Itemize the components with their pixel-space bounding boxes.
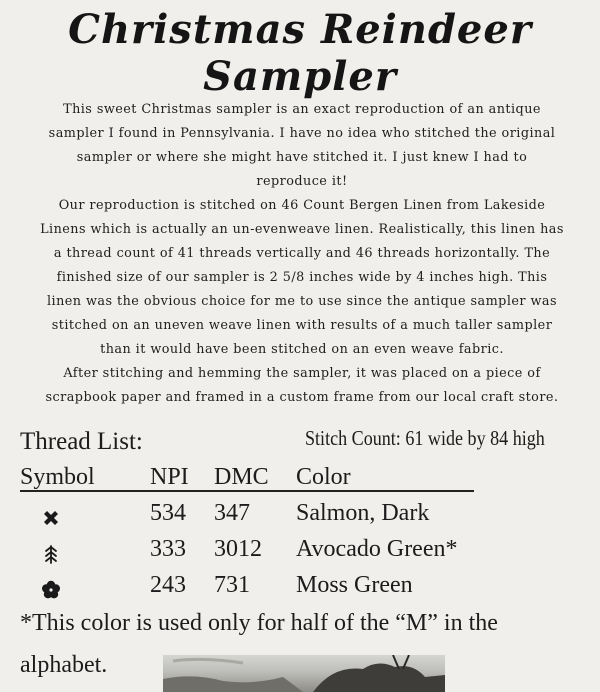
thread-row — [0, 536, 600, 570]
header-symbol: Symbol — [20, 464, 95, 490]
body-line: than it would have been stitched on an even weave fabric. — [100, 342, 504, 357]
flower-icon — [40, 579, 62, 601]
thread-row — [0, 572, 600, 606]
thread-list-title: Thread List: — [20, 428, 143, 455]
body-line: scrapbook paper and framed in a custom frame from our local craft store. — [45, 390, 559, 405]
page-title: Christmas Reindeer Sampler — [68, 6, 532, 100]
npi-value: 534 — [150, 500, 186, 526]
stitch-count: Stitch Count: 61 wide by 84 high — [305, 426, 545, 450]
body-line: Our reproduction is stitched on 46 Count Bergen Linen from Lakeside — [58, 198, 546, 213]
npi-value: 243 — [150, 572, 186, 598]
body-line: reproduce it! — [256, 174, 348, 189]
npi-value: 333 — [150, 536, 186, 562]
color-name: Avocado Green* — [296, 536, 458, 562]
sampler-photo — [163, 655, 445, 692]
body-line: This sweet Christmas sampler is an exact reproduction of an antique — [63, 102, 541, 117]
dmc-value: 3012 — [214, 536, 262, 562]
thread-row — [0, 500, 600, 534]
body-line: After stitching and hemming the sampler, it was placed on a piece of — [63, 366, 541, 381]
dmc-value: 731 — [214, 572, 250, 598]
header-dmc: DMC — [214, 464, 269, 490]
body-line: sampler or where she might have stitched it. I just knew I had to — [76, 150, 528, 165]
body-line: a thread count of 41 threads vertically and 46 threads horizontally. The — [53, 246, 551, 261]
color-name: Moss Green — [296, 572, 413, 598]
header-npi: NPI — [150, 464, 189, 490]
body-line: linen was the obvious choice for me to use since the antique sampler was — [47, 294, 557, 309]
body-line: finished size of our sampler is 2 5/8 inches wide by 4 inches high. This — [56, 270, 548, 285]
description-text — [12, 98, 592, 410]
dmc-value: 347 — [214, 500, 250, 526]
x-cross-icon — [40, 507, 62, 529]
footnote: *This color is used only for half of the “M” in the alphabet. — [20, 610, 498, 678]
header-color: Color — [296, 464, 351, 490]
body-line: sampler I found in Pennsylvania. I have no idea who stitched the original — [48, 126, 556, 141]
color-name: Salmon, Dark — [296, 500, 430, 526]
body-line: stitched on an uneven weave linen with results of a much taller sampler — [51, 318, 553, 333]
body-line: Linens which is actually an un-evenweave linen. Realistically, this linen has — [40, 222, 564, 237]
header-divider — [20, 490, 474, 492]
arrow-tree-icon — [40, 543, 62, 565]
